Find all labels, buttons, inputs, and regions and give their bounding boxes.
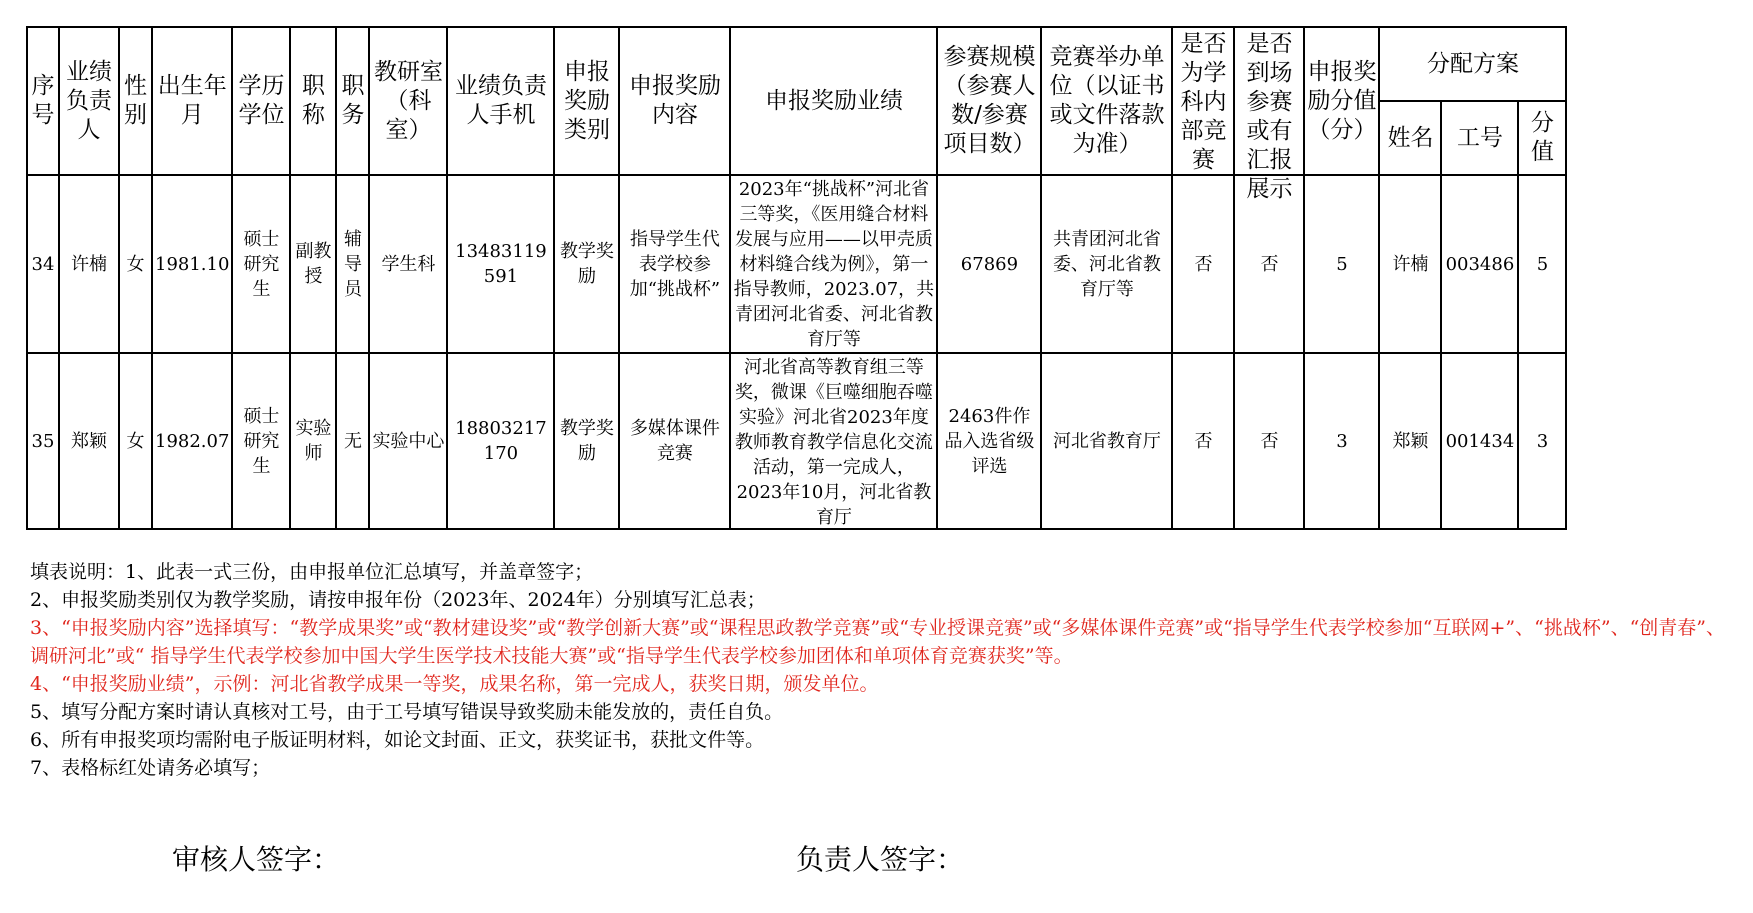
- cell-birth: 1982.07: [152, 353, 232, 529]
- header-internal: [1172, 27, 1234, 175]
- cell-achievement: [730, 353, 937, 529]
- header-title: 职称: [290, 27, 336, 175]
- cell-seq: 34: [27, 175, 59, 353]
- note-4: 4、“申报奖励业绩”，示例：河北省教学成果一等奖，成果名称，第一完成人，获奖日期，颁发单位。: [30, 673, 879, 695]
- cell-scale: 67869: [937, 175, 1041, 353]
- cell-onsite: 否: [1234, 175, 1304, 353]
- header-duty: 职务: [336, 27, 369, 175]
- leader-signature-label: 负责人签字：: [796, 843, 965, 876]
- cell-gender: 女: [119, 353, 152, 529]
- header-achievement: 申报奖励业绩: [730, 27, 937, 175]
- cell-leader: 郑颖: [59, 353, 119, 529]
- note-6: 6、所有申报奖项均需附电子版证明材料，如论文封面、正文，获奖证书，获批文件等。: [30, 729, 765, 751]
- cell-dist-score: 5: [1518, 175, 1566, 353]
- header-onsite: [1234, 27, 1304, 202]
- header-internal-text: 是否为学科内部竞赛: [1180, 31, 1227, 173]
- cell-education: 硕士研究生: [232, 175, 290, 353]
- note-7: 7、表格标红处请务必填写；: [30, 757, 271, 779]
- cell-score: 5: [1304, 175, 1379, 353]
- achievement-text: 河北省高等教育组三等奖，微课《巨噬细胞吞噬实验》河北省2023年度教师教育教学信息化交流活动，第一完成人，2023年10月，河北省教育厅: [734, 357, 933, 528]
- cell-dist-id: 001434: [1441, 353, 1518, 529]
- cell-organizer: 河北省教育厅: [1041, 353, 1172, 529]
- header-leader: 业绩负责人: [59, 27, 119, 175]
- cell-award-content: 指导学生代表学校参加“挑战杯”: [619, 175, 730, 353]
- cell-office: 学生科: [369, 175, 447, 353]
- cell-internal: 否: [1172, 175, 1234, 353]
- cell-dist-score: 3: [1518, 353, 1566, 529]
- header-seq: 序号: [27, 27, 59, 175]
- form-instructions: [30, 558, 1740, 782]
- header-gender: 性别: [119, 27, 152, 175]
- cell-internal: 否: [1172, 353, 1234, 529]
- header-distribution: 分配方案: [1379, 27, 1566, 101]
- cell-scale: 2463件作品入选省级评选: [937, 353, 1041, 529]
- header-birth: 出生年月: [152, 27, 232, 175]
- cell-organizer: 共青团河北省委、河北省教育厅等: [1041, 175, 1172, 353]
- header-dist-score: 分值: [1518, 101, 1566, 175]
- cell-seq: 35: [27, 353, 59, 529]
- cell-achievement: [730, 175, 937, 353]
- cell-duty: 辅导员: [336, 175, 369, 353]
- cell-dist-id: 003486: [1441, 175, 1518, 353]
- cell-phone: 13483119591: [447, 175, 554, 353]
- header-dist-name: 姓名: [1379, 101, 1441, 175]
- header-row: [27, 27, 1566, 101]
- header-organizer: 竞赛举办单位（以证书或文件落款为准）: [1041, 27, 1172, 175]
- cell-gender: 女: [119, 175, 152, 353]
- cell-onsite: 否: [1234, 353, 1304, 529]
- achievement-text: 2023年“挑战杯”河北省三等奖，《医用缝合材料发展与应用——以甲壳质材料缝合线为例》，第一指导教师，2023.07，共青团河北省委、河北省教育厅等: [733, 179, 935, 350]
- cell-birth: 1981.10: [152, 175, 232, 353]
- reviewer-signature-label: 审核人签字：: [172, 843, 341, 876]
- table-row: [27, 353, 1566, 529]
- cell-title: 实验师: [290, 353, 336, 529]
- header-award-type: 申报奖励类别: [554, 27, 619, 175]
- header-score: 申报奖励分值（分）: [1304, 27, 1379, 175]
- note-5: 5、填写分配方案时请认真核对工号，由于工号填写错误导致奖励未能发放的，责任自负。: [30, 701, 784, 723]
- header-dist-id: 工号: [1441, 101, 1518, 175]
- cell-award-content: 多媒体课件竞赛: [619, 353, 730, 529]
- cell-award-type: 教学奖励: [554, 175, 619, 353]
- header-scale: 参赛规模（参赛人数/参赛项目数）: [937, 27, 1041, 175]
- note-2: 2、申报奖励类别仅为教学奖励，请按申报年份（2023年、2024年）分别填写汇总表；: [30, 589, 766, 611]
- header-onsite-text: 是否到场参赛或有汇报展示: [1246, 31, 1293, 202]
- award-table: [26, 26, 1567, 530]
- cell-education: 硕士研究生: [232, 353, 290, 529]
- header-award-content: 申报奖励内容: [619, 27, 730, 175]
- cell-duty: 无: [336, 353, 369, 529]
- cell-leader: 许楠: [59, 175, 119, 353]
- header-office: 教研室（科室）: [369, 27, 447, 175]
- cell-dist-name: 许楠: [1379, 175, 1441, 353]
- cell-score: 3: [1304, 353, 1379, 529]
- note-1: 填表说明：1、此表一式三份，由申报单位汇总填写，并盖章签字；: [30, 561, 594, 583]
- table-row: [27, 175, 1566, 353]
- cell-award-type: 教学奖励: [554, 353, 619, 529]
- cell-title: 副教授: [290, 175, 336, 353]
- cell-phone: 18803217170: [447, 353, 554, 529]
- header-phone: 业绩负责人手机: [447, 27, 554, 175]
- cell-dist-name: 郑颖: [1379, 353, 1441, 529]
- note-3: 3、“申报奖励内容”选择填写：“教学成果奖”或“教材建设奖”或“教学创新大赛”或“课程思政教学竞赛”或“专业授课竞赛”或“多媒体课件竞赛”或“指导学生代表学校参加“互联网+”、“挑战杯”、“创青春”、调研河北”或“ 指导学生代表学校参加中国大学生医学技术技能大赛”或“指导学生代表学校参加团体和单项体育竞赛获奖”等。: [30, 617, 1725, 667]
- cell-office: 实验中心: [369, 353, 447, 529]
- header-education: 学历学位: [232, 27, 290, 175]
